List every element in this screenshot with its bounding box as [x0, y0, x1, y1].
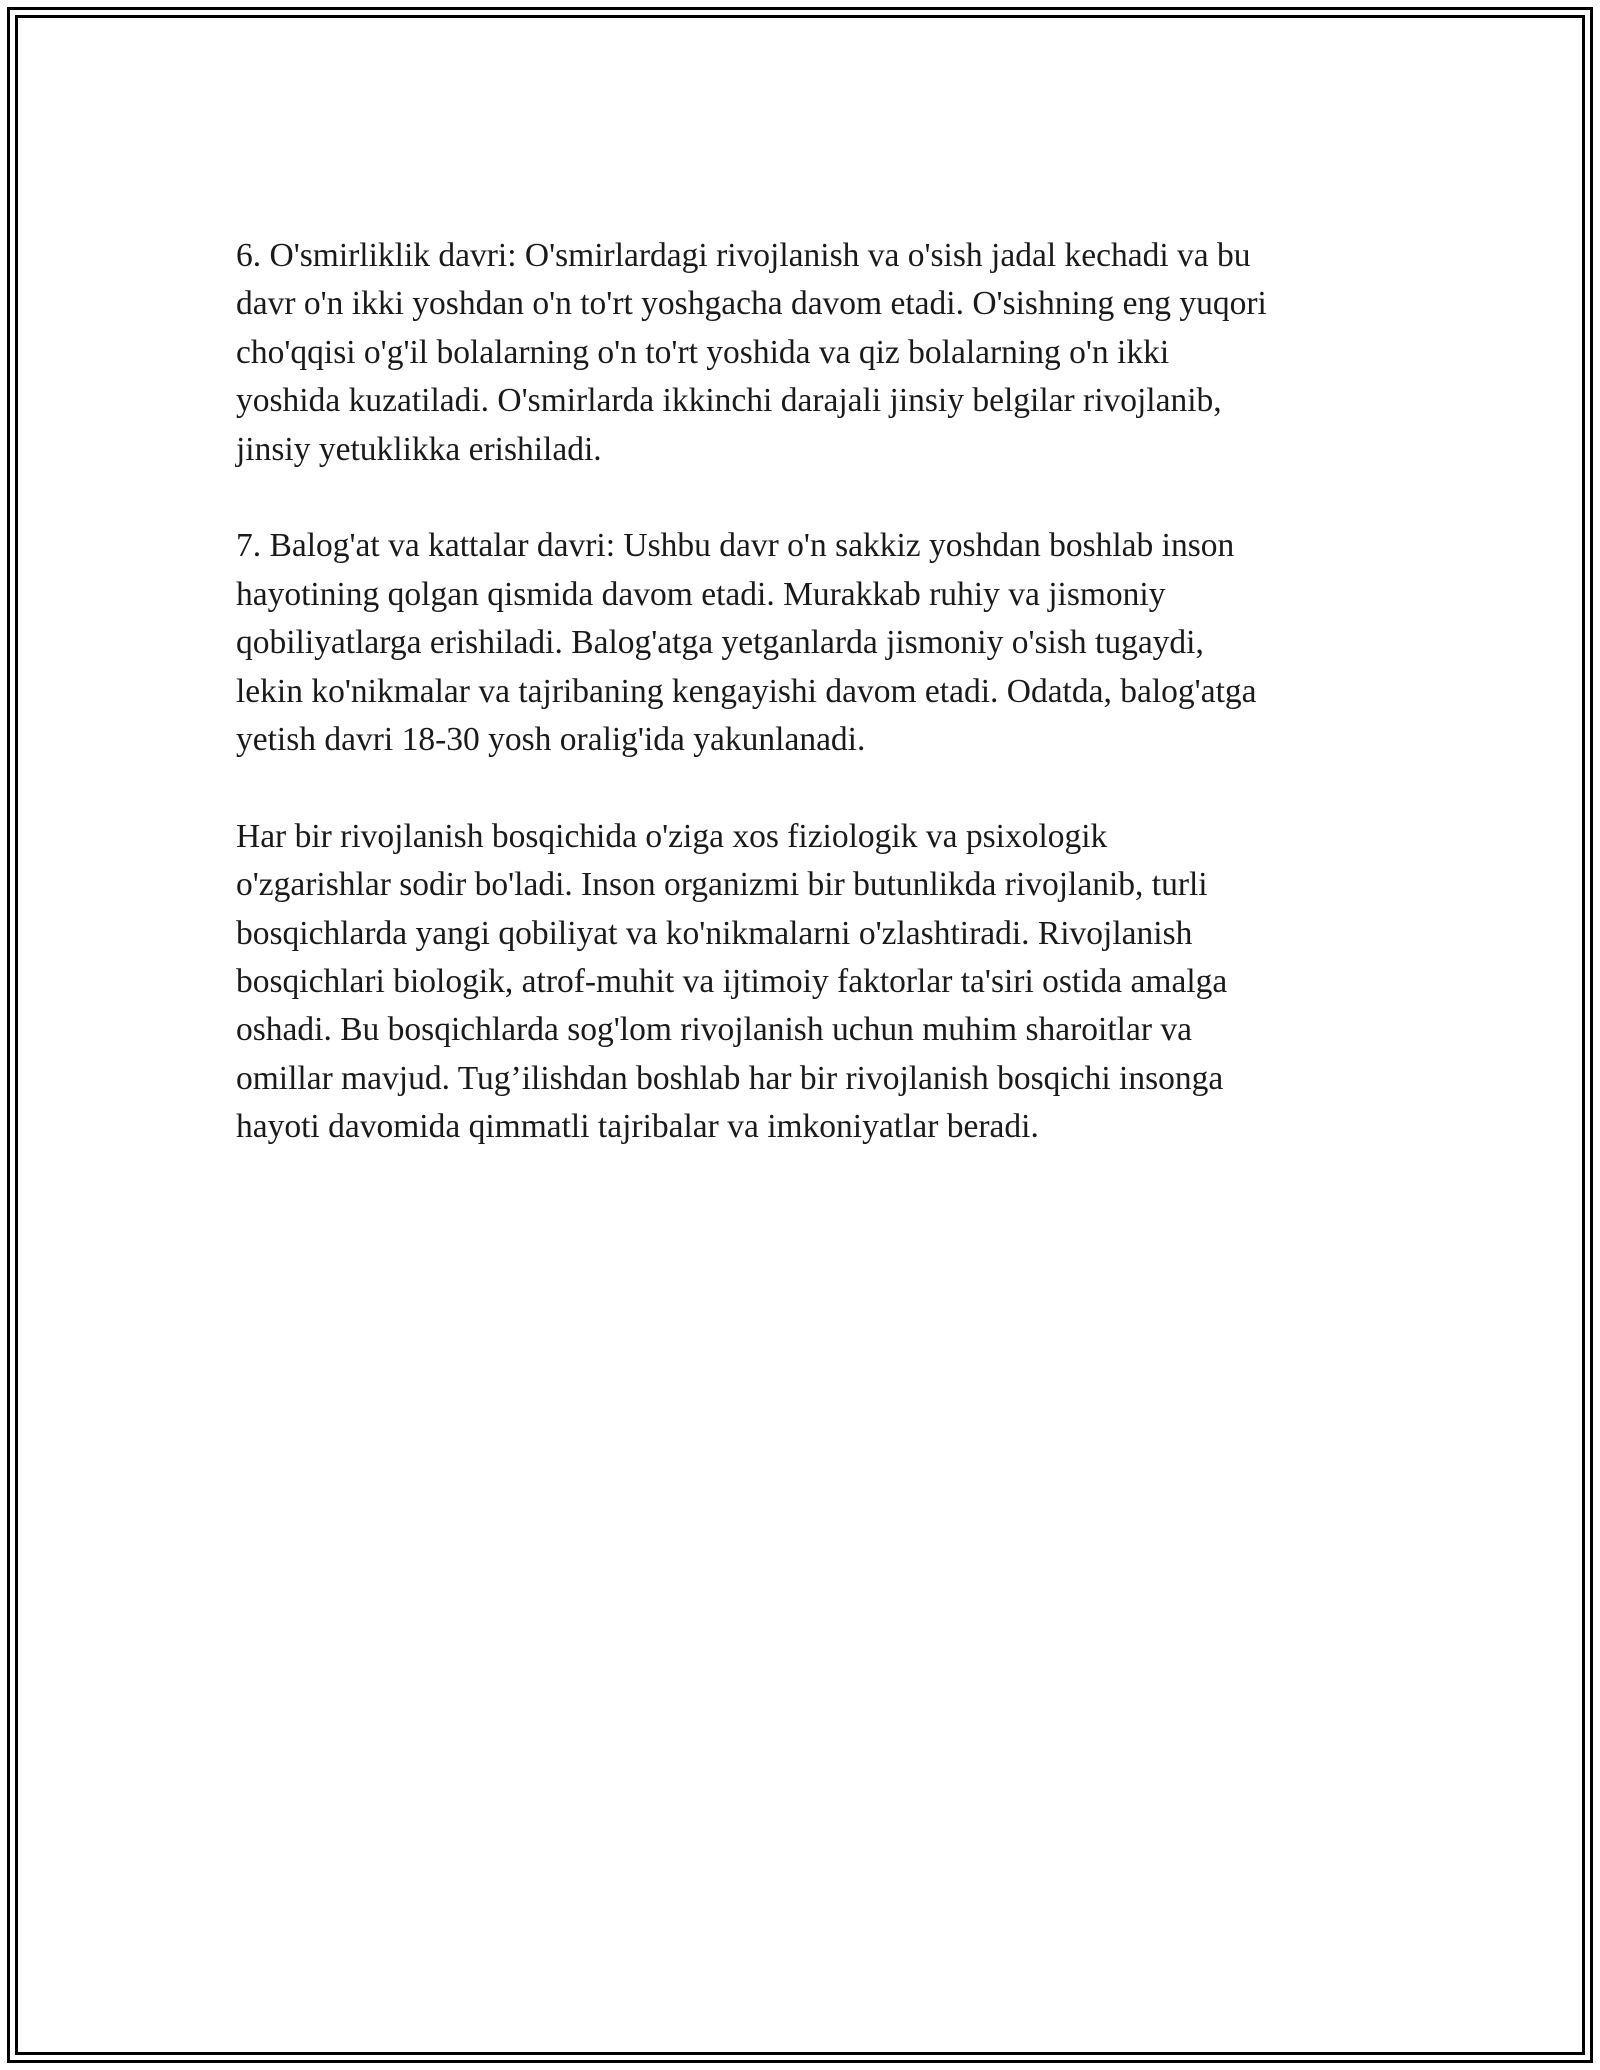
paragraph-adulthood: 7. Balog'at va kattalar davri: Ushbu davr o'n sakkiz yoshdan boshlab inson hayotining qolgan qismida davom etadi. Murakkab ruhiy va jismoniy qobiliyatlarga erishiladi. Balog'atga yetganlarda jismoniy o'sish tugaydi, lekin ko'nikmalar va tajribaning kengayishi davom etadi. Odatda, balog'atga yetish davri 18-30 yosh oralig'ida yakunlanadi.: [236, 527, 1257, 759]
paragraph-adolescence: 6. O'smirliklik davri: O'smirlardagi rivojlanish va o'sish jadal kechadi va bu davr o'n ikki yoshdan o'n to'rt yoshgacha davom etadi. O'sishning eng yuqori cho'qqisi o'g'il bolalarning o'n to'rt yoshida va qiz bolalarning o'n ikki yoshida kuzatiladi. O'smirlarda ikkinchi darajali jinsiy belgilar rivojlanib, jinsiy yetuklikka erishiladi.: [236, 237, 1267, 468]
document-body: [236, 232, 1396, 1152]
paragraph-summary: Har bir rivojlanish bosqichida o'ziga xos fiziologik va psixologik o'zgarishlar sodir bo'ladi. Inson organizmi bir butunlikda rivojlanib, turli bosqichlarda yangi qobiliyat va ko'nikmalarni o'zlashtiradi. Rivojlanish bosqichlari biologik, atrof-muhit va ijtimoiy faktorlar ta'siri ostida amalga oshadi. Bu bosqichlarda sog'lom rivojlanish uchun muhim sharoitlar va omillar mavjud. Tug’ilishdan boshlab har bir rivojlanish bosqichi insonga hayoti davomida qimmatli tajribalar va imkoniyatlar beradi.: [236, 817, 1228, 1146]
